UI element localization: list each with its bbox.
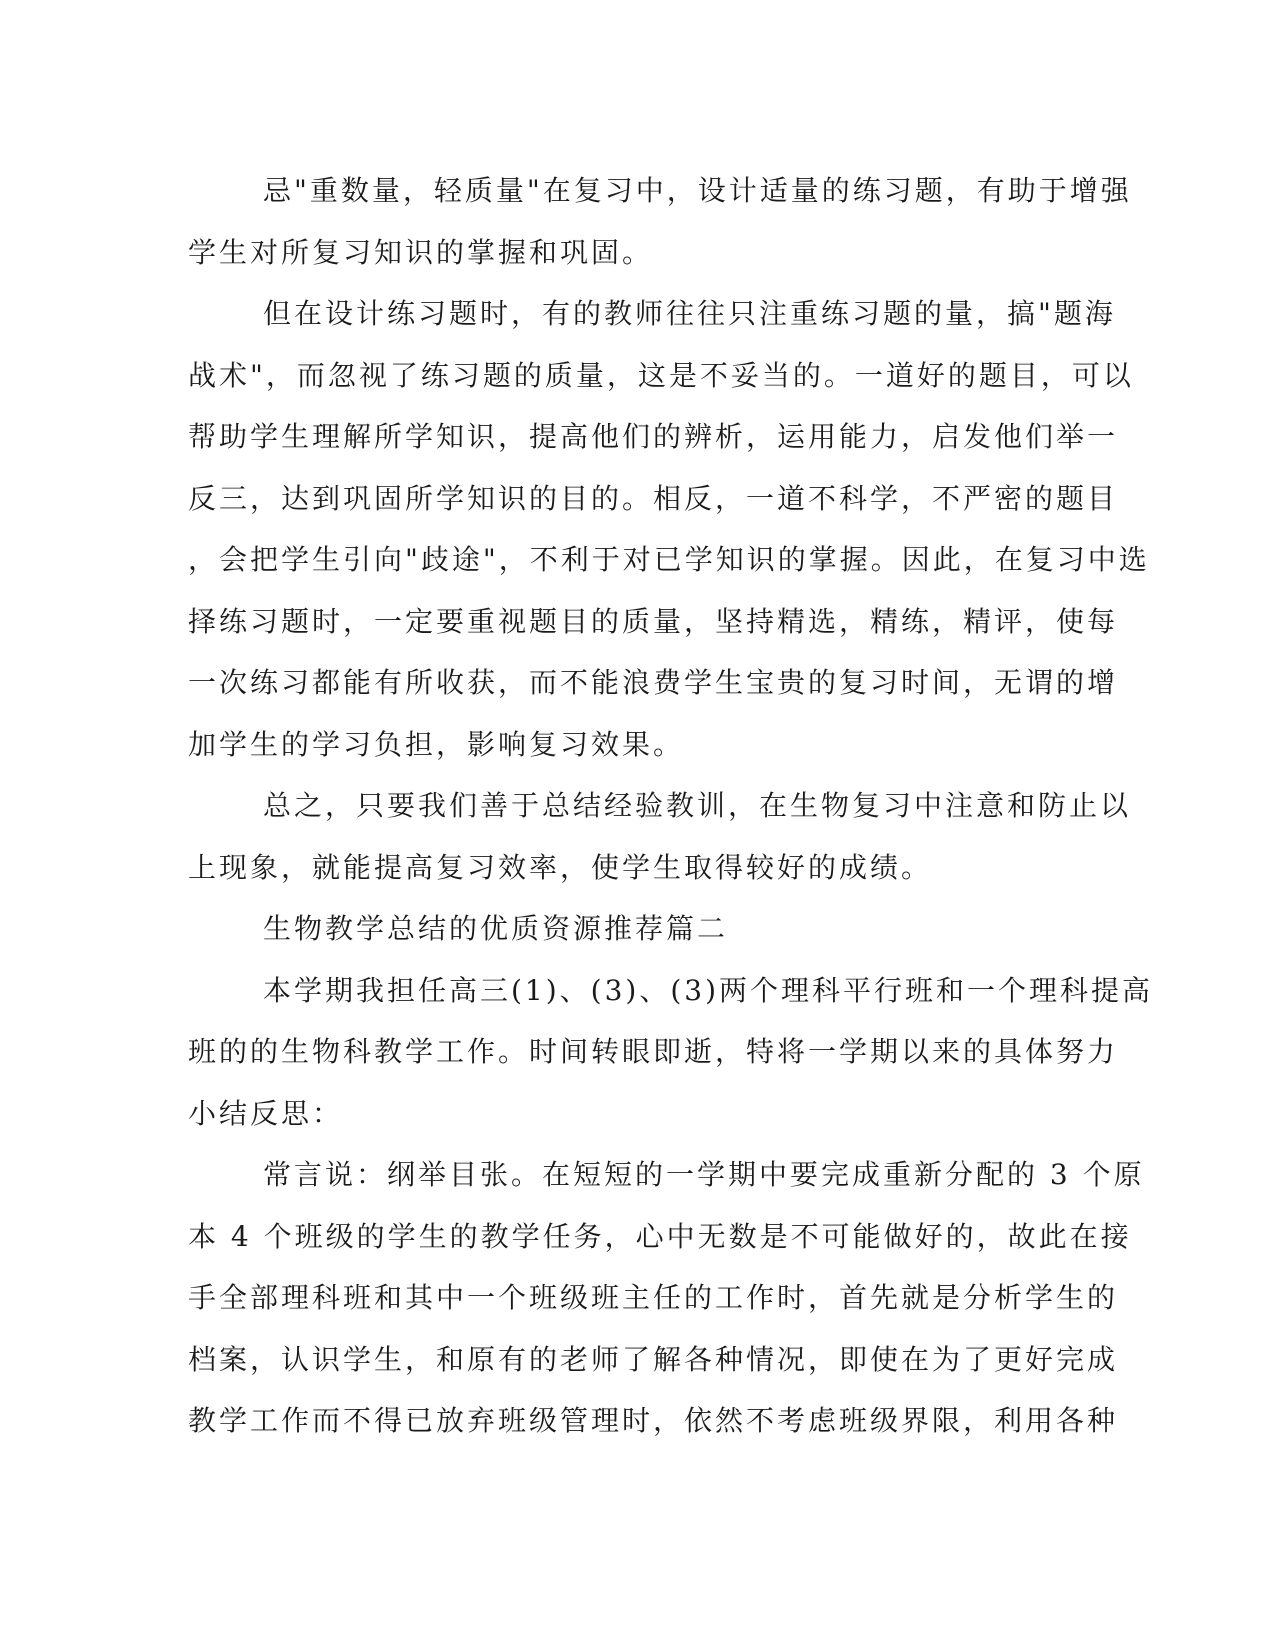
text-line: 加学生的学习负担，影响复习效果。 (188, 727, 685, 761)
text-line: 生物教学总结的优质资源推荐篇二 (263, 912, 729, 945)
document-body (188, 160, 1153, 1452)
text-line: 帮助学生理解所学知识，提高他们的辨析，运用能力，启发他们举一 (188, 420, 1119, 453)
text-line: 教学工作而不得已放弃班级管理时，依然不考虑班级界限，利用各种 (188, 1404, 1119, 1437)
text-line: 一次练习都能有所收获，而不能浪费学生宝贵的复习时间，无谓的增 (188, 666, 1119, 699)
text-line: 小结反思： (188, 1096, 344, 1130)
text-line: 档案，认识学生，和原有的老师了解各种情况，即使在为了更好完成 (188, 1342, 1119, 1376)
text-line: 但在设计练习题时，有的教师往往只注重练习题的量，搞"题海 (263, 297, 1116, 330)
text-line: 手全部理科班和其中一个班级班主任的工作时，首先就是分析学生的 (188, 1281, 1119, 1314)
text-line: 反三，达到巩固所学知识的目的。相反，一道不科学，不严密的题目 (188, 481, 1119, 515)
text-line: 总之，只要我们善于总结经验教训，在生物复习中注意和防止以 (263, 789, 1132, 822)
text-line: 班的的生物科教学工作。时间转眼即逝，特将一学期以来的具体努力 (188, 1035, 1119, 1068)
text-line: 择练习题时，一定要重视题目的质量，坚持精选，精练，精评，使每 (188, 604, 1119, 638)
text-line: 本学期我担任高三(1)、(3)、(3)两个理科平行班和一个理科提高 (263, 973, 1153, 1007)
text-line: 本 4 个班级的学生的教学任务，心中无数是不可能做好的，故此在接 (188, 1219, 1132, 1253)
text-line: 忌"重数量，轻质量"在复习中，设计适量的练习题，有助于增强 (263, 174, 1132, 207)
text-line: 战术"，而忽视了练习题的质量，这是不妥当的。一道好的题目，可以 (188, 358, 1134, 392)
text-line: 学生对所复习知识的掌握和巩固。 (188, 235, 654, 269)
text-line: ，会把学生引向"歧途"，不利于对已学知识的掌握。因此，在复习中选 (188, 543, 1150, 576)
text-line: 常言说：纲举目张。在短短的一学期中要完成重新分配的 3 个原 (263, 1158, 1145, 1191)
text-line: 上现象，就能提高复习效率，使学生取得较好的成绩。 (188, 850, 933, 884)
